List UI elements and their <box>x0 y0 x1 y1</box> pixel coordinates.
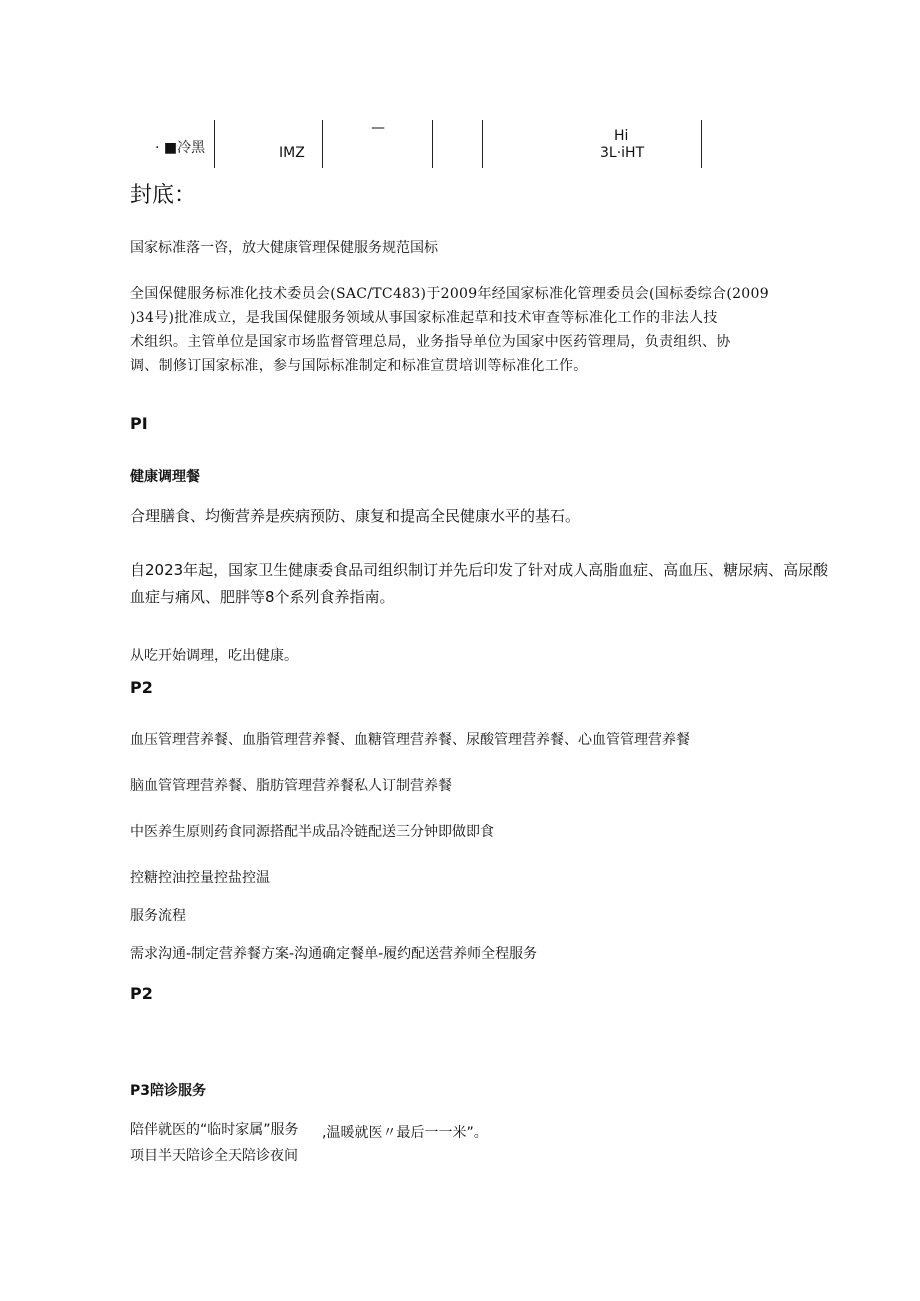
paragraph: ,温暖就医〃最后一一米”。 <box>322 1125 488 1141</box>
paragraph: 血症与痛风、肥胖等8个系列食养指南。 <box>130 588 395 606</box>
paragraph: 陪伴就医的“临时家属”服务 <box>130 1122 299 1138</box>
paragraph: 从吃开始调理，吃出健康。 <box>130 648 298 664</box>
cover-intro-line: 术组织。主管单位是国家市场监督管理总局，业务指导单位为国家中医药管理局，负责组织、协 <box>130 334 731 350</box>
section-label-p2: P2 <box>130 984 153 1003</box>
paragraph: 项目半天陪诊全天陪诊夜间 <box>130 1148 298 1164</box>
header-cell-4-line1: Hi <box>614 128 629 144</box>
header-cell-3: — <box>371 120 385 136</box>
cover-title: 封底： <box>130 183 197 208</box>
section-label-p1: PI <box>130 414 148 433</box>
header-divider <box>482 120 483 168</box>
list-item: 需求沟通-制定营养餐方案-沟通确定餐单-履约配送营养师全程服务 <box>130 946 538 962</box>
header-divider <box>432 120 433 168</box>
list-item: 中医养生原则药食同源搭配半成品冷链配送三分钟即做即食 <box>130 824 494 840</box>
cover-intro-line: )34号)批准成立，是我国保健服务领域从事国家标准起草和技术审查等标准化工作的非法人技 <box>130 310 718 326</box>
header-cell-2: IMZ <box>279 145 305 161</box>
header-cell-1: · ■冷黑 <box>155 140 206 156</box>
section-label-p2: P2 <box>130 678 153 697</box>
list-item: 控糖控油控量控盐控温 <box>130 870 270 886</box>
header-divider <box>214 120 215 168</box>
header-cell-4-line2: 3L·iHT <box>600 145 645 161</box>
header-divider <box>322 120 323 168</box>
list-item: 服务流程 <box>130 908 186 924</box>
list-item: 血压管理营养餐、血脂管理营养餐、血糖管理营养餐、尿酸管理营养餐、心血管管理营养餐 <box>130 732 690 748</box>
cover-intro-line: 全国保健服务标准化技术委员会(SAC/TC483)于2009年经国家标准化管理委员会(国标委综合(2009 <box>130 286 769 302</box>
cover-intro-line: 调、制修订国家标准，参与国际标准制定和标准宣贯培训等标准化工作。 <box>130 358 588 374</box>
paragraph: 自2023年起，国家卫生健康委食品司组织制订并先后印发了针对成人高脂血症、高血压、糖尿病、高尿酸 <box>130 561 829 579</box>
list-item: 脑血管管理营养餐、脂肪管理营养餐私人订制营养餐 <box>130 778 452 794</box>
cover-subtitle: 国家标准落一咨，放大健康管理保健服务规范国标 <box>130 240 438 256</box>
section-heading: P3陪诊服务 <box>130 1083 207 1099</box>
section-heading: 健康调理餐 <box>130 469 200 485</box>
header-divider <box>701 120 702 168</box>
paragraph: 合理膳食、均衡营养是疾病预防、康复和提高全民健康水平的基石。 <box>130 507 581 525</box>
